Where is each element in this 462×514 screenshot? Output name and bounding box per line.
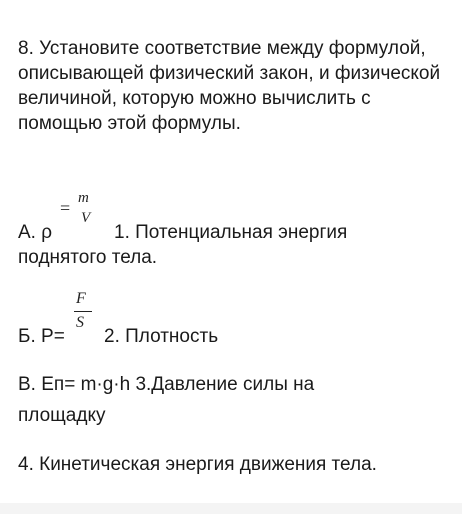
formula-numerator: m <box>78 190 89 206</box>
bottom-divider <box>0 503 462 514</box>
item-a-answer-line2: поднятого тела. <box>18 247 158 268</box>
pressure-formula <box>72 290 102 340</box>
formula-denominator: V <box>81 210 91 226</box>
item-c-line1: В. Eп= m·g·h 3.Давление силы на <box>18 374 315 395</box>
formula-numerator: F <box>76 290 86 307</box>
item-a-answer-line1: 1. Потенциальная энергия <box>114 222 348 243</box>
formula-equals: = <box>60 198 71 218</box>
item-c-line2: площадку <box>18 405 106 426</box>
fraction-bar <box>74 311 92 312</box>
formula-denominator: S <box>76 314 84 331</box>
item-d-text: 4. Кинетическая энергия движения тела. <box>18 454 377 475</box>
question-text: 8. Установите соответствие между формулой, описывающей физический закон, и физической величиной, которую можно вычислить с помощью этой формулы. <box>18 38 441 134</box>
density-formula <box>58 190 108 230</box>
item-a-prefix: А. ρ <box>18 222 53 243</box>
item-b-answer: 2. Плотность <box>104 326 219 347</box>
item-b-prefix: Б. P= <box>18 326 65 347</box>
